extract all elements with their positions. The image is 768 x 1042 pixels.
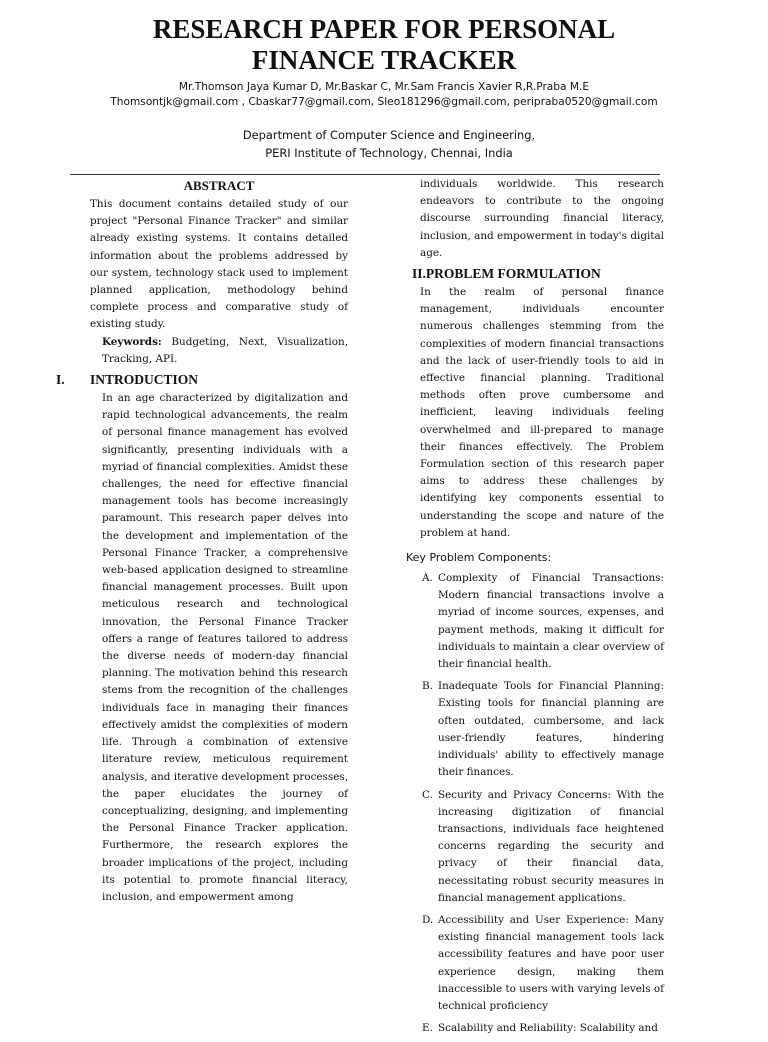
list-item bbox=[412, 1020, 664, 1037]
affiliation-block bbox=[0, 126, 768, 162]
left-column bbox=[56, 176, 348, 906]
abstract-heading: ABSTRACT bbox=[183, 178, 255, 193]
introduction-number: I. bbox=[56, 372, 65, 388]
introduction-title: INTRODUCTION bbox=[90, 372, 199, 388]
list-item-marker: E. bbox=[422, 1022, 433, 1035]
list-item bbox=[412, 570, 664, 673]
list-item-marker: B. bbox=[422, 680, 433, 693]
affiliation-department: Department of Computer Science and Engineering, bbox=[242, 128, 536, 142]
list-item-text: Security and Privacy Concerns: With the increasing digitization of financial transactions, individuals face heightened concerns regarding the security and privacy of their financial data, necessitating robust security measures in financial management applications. bbox=[438, 788, 664, 904]
author-names: Mr.Thomson Jaya Kumar D, Mr.Baskar C, Mr.Sam Francis Xavier R,R.Praba M.E bbox=[178, 81, 590, 93]
author-emails: Thomsontjk@gmail.com , Cbaskar77@gmail.com, Sleo181296@gmail.com, peripraba0520@gmail.com bbox=[110, 96, 658, 108]
list-item-marker: A. bbox=[422, 572, 433, 585]
list-item-text: Accessibility and User Experience: Many existing financial management tools lack accessibility features and have poor user experience design, making them inaccessible to users with varying levels of technical proficiency bbox=[438, 913, 664, 1012]
abstract-text: This document contains detailed study of our project "Personal Finance Tracker" and similar already existing systems. It contains detailed information about the problems addressed by our system, technology stack used to implement planned application, methodology behind complete process and comparative study of existing study. bbox=[90, 198, 348, 331]
affiliation-institute: PERI Institute of Technology, Chennai, India bbox=[265, 146, 513, 160]
author-block bbox=[0, 80, 768, 110]
list-item-marker: D. bbox=[422, 913, 434, 926]
title-line-1: RESEARCH PAPER FOR PERSONAL bbox=[152, 14, 616, 44]
right-column bbox=[406, 176, 664, 1042]
problem-heading: II.PROBLEM FORMULATION bbox=[412, 266, 601, 282]
keywords-text: Budgeting, Next, Visualization, Tracking, API. bbox=[102, 335, 348, 365]
list-item-text: Inadequate Tools for Financial Planning: Existing tools for financial planning are often outdated, cumbersome, and lack user-friendly features, hindering individuals' ability to effectively manage their finances. bbox=[438, 680, 664, 779]
list-item-marker: C. bbox=[422, 788, 433, 801]
keywords bbox=[90, 334, 348, 368]
list-item bbox=[412, 912, 664, 1015]
introduction-text: In an age characterized by digitalization and rapid technological advancements, the realm of personal finance management has evolved significantly, presenting individuals with a myriad of financial complexities. Amidst these challenges, the need for effective financial management tools has become increasingly paramount. This research paper delves into the development and implementation of the Personal Finance Tracker, a comprehensive web-based application designed to streamline financial management processes. Built upon meticulous research and technological innovation, the Personal Finance Tracker offers a range of features tailored to address the diverse needs of modern-day financial planning. The motivation behind this research stems from the recognition of the challenges individuals face in managing their finances effectively amidst the complexities of modern life. Through a combination of extensive literature review, meticulous requirement analysis, and iterative development processes, the paper elucidates the journey of conceptualizing, designing, and implementing the Personal Finance Tracker application. Furthermore, the research explores the broader implications of the project, including its potential to promote financial literacy, inclusion, and empowerment among bbox=[102, 392, 348, 903]
list-item-text: Scalability and Reliability: Scalability and bbox=[438, 1022, 658, 1035]
paper-title bbox=[0, 14, 768, 76]
list-item-text: Complexity of Financial Transactions: Modern financial transactions involve a myriad of income sources, expenses, and payment methods, making it difficult for individuals to maintain a clear overview of their financial health. bbox=[438, 572, 664, 671]
list-item bbox=[412, 787, 664, 907]
key-components-heading: Key Problem Components: bbox=[406, 551, 552, 565]
introduction-heading bbox=[56, 370, 348, 390]
problem-text: In the realm of personal finance management, individuals encounter numerous challenges stemming from the complexities of modern financial transactions and the lack of user-friendly tools to aid in effective financial planning. Traditional methods often prove cumbersome and inefficient, leaving individuals feeling overwhelmed and ill-prepared to manage their finances effectively. The Problem Formulation section of this research paper aims to address these challenges by identifying key components essential to understanding the scope and nature of the problem at hand. bbox=[420, 286, 664, 539]
title-line-2: FINANCE TRACKER bbox=[251, 45, 517, 75]
list-item bbox=[412, 678, 664, 781]
header-rule bbox=[70, 174, 660, 175]
introduction-continuation: individuals worldwide. This research endeavors to contribute to the ongoing discourse surrounding financial literacy, inclusion, and empowerment in today's digital age. bbox=[420, 178, 664, 259]
keywords-label: Keywords: bbox=[102, 335, 162, 348]
problem-components-list bbox=[412, 570, 664, 1037]
